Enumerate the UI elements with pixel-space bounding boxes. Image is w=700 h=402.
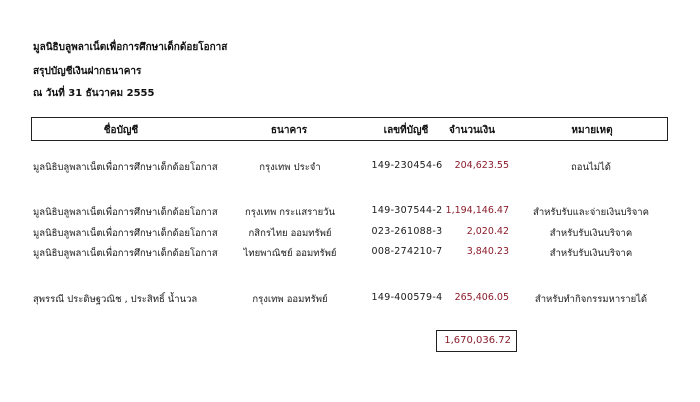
- column-header-account-name: ชื่อบัญชี: [103, 125, 139, 136]
- report-date: ณ วันที่ 31 ธันวาคม 2555: [33, 88, 155, 99]
- table-row: [0, 160, 700, 174]
- account-name: มูลนิธิบลูพลาเน็ตเพื่อการศึกษาเด็กด้อยโอกาส: [33, 248, 218, 259]
- bank-name: กรุงเทพ ออมทรัพย์: [252, 294, 328, 305]
- total-amount: 1,670,036.72: [444, 335, 511, 346]
- remark: สำหรับรับเงินบริจาค: [549, 248, 633, 259]
- account-number: 023-261088-3: [371, 226, 443, 237]
- account-name: มูลนิธิบลูพลาเน็ตเพื่อการศึกษาเด็กด้อยโอกาส: [33, 207, 218, 218]
- total-box: [436, 330, 517, 352]
- table-header: [31, 117, 668, 141]
- account-name: มูลนิธิบลูพลาเน็ตเพื่อการศึกษาเด็กด้อยโอกาส: [33, 162, 218, 173]
- account-name: สุพรรณี ประดิษฐวณิช , ประสิทธิ์ น้ำนวล: [33, 294, 198, 305]
- bank-name: กรุงเทพ ประจำ: [259, 162, 321, 173]
- amount: 204,623.55: [454, 160, 509, 171]
- table-row: [0, 292, 700, 306]
- remark: สำหรับรับและจ่ายเงินบริจาค: [533, 207, 649, 218]
- account-number: 008-274210-7: [371, 246, 443, 257]
- remark: สำหรับรับเงินบริจาค: [549, 228, 633, 239]
- amount: 3,840.23: [466, 246, 509, 257]
- account-number: 149-400579-4: [371, 292, 443, 303]
- remark: ถอนไม่ได้: [571, 162, 611, 173]
- bank-name: ไทยพาณิชย์ ออมทรัพย์: [243, 248, 337, 259]
- org-name: มูลนิธิบลูพลาเน็ตเพื่อการศึกษาเด็กด้อยโอกาส: [33, 42, 228, 53]
- column-header-account-number: เลขที่บัญชี: [383, 125, 429, 136]
- amount: 265,406.05: [454, 292, 509, 303]
- report-title: สรุปบัญชีเงินฝากธนาคาร: [33, 66, 142, 77]
- amount: 2,020.42: [466, 226, 509, 237]
- bank-name: กรุงเทพ กระแสรายวัน: [245, 207, 335, 218]
- table-row: [0, 205, 700, 219]
- column-header-remark: หมายเหตุ: [571, 125, 613, 136]
- column-header-amount: จำนวนเงิน: [449, 125, 495, 136]
- table-row: [0, 226, 700, 240]
- amount: 1,194,146.47: [445, 205, 509, 216]
- account-number: 149-230454-6: [371, 160, 443, 171]
- remark: สำหรับทำกิจกรรมหารายได้: [534, 294, 648, 305]
- column-header-bank: ธนาคาร: [270, 125, 308, 136]
- account-number: 149-307544-2: [371, 205, 443, 216]
- bank-name: กสิกรไทย ออมทรัพย์: [248, 228, 332, 239]
- account-name: มูลนิธิบลูพลาเน็ตเพื่อการศึกษาเด็กด้อยโอกาส: [33, 228, 218, 239]
- table-row: [0, 246, 700, 260]
